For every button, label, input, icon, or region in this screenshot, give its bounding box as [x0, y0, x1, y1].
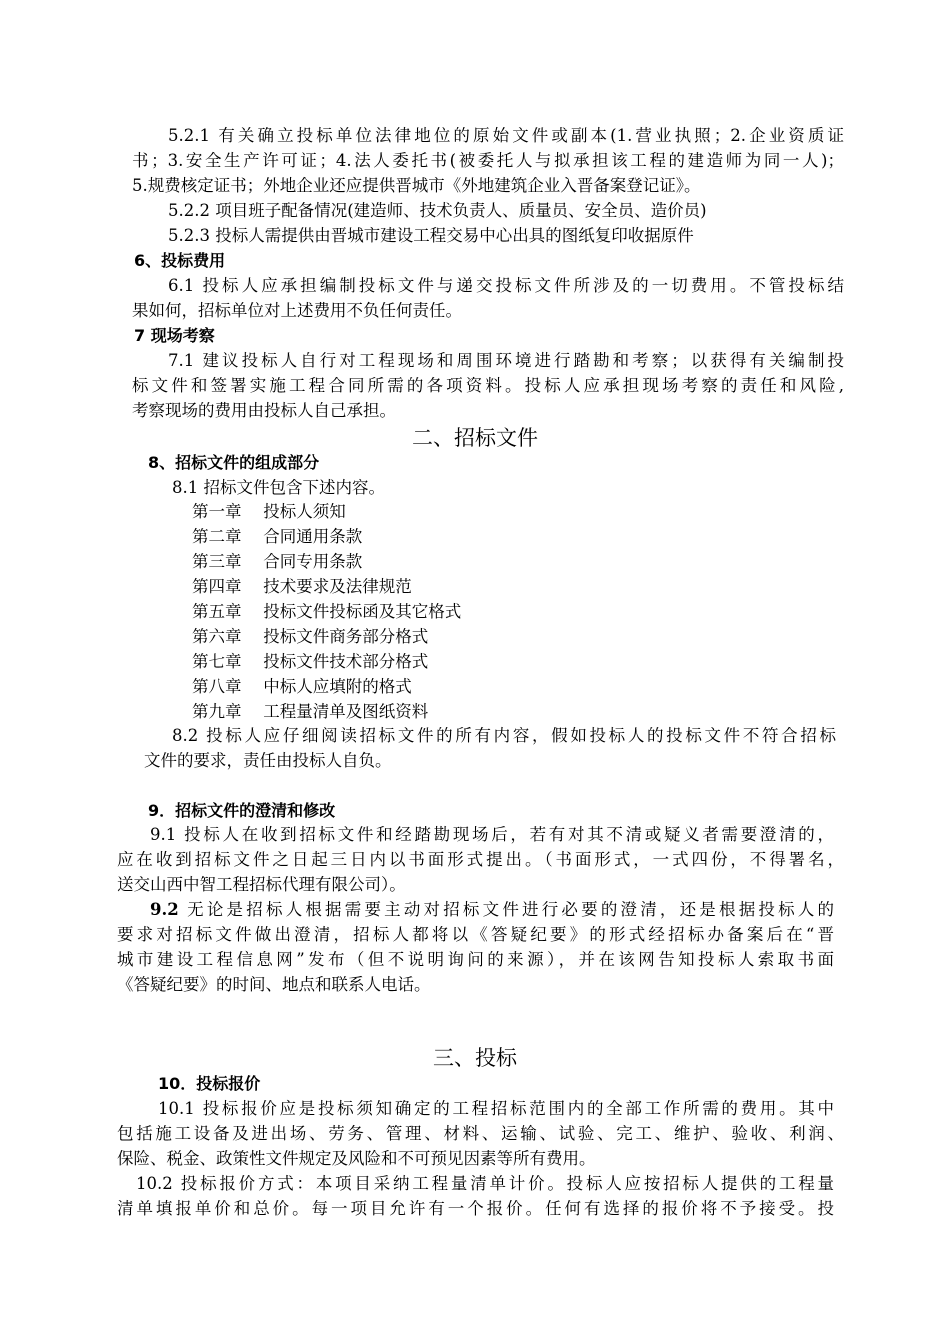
para-10-2-line1: 10.2 投标报价方式：本项目采纳工程量清单计价。投标人应按招标人提供的工程量: [136, 1174, 834, 1193]
para-9-1-line2: 应在收到招标文件之日起三日内以书面形式提出。（书面形式，一式四份，不得署名，: [117, 850, 844, 869]
para-8-1: 8.1 招标文件包含下述内容。: [172, 478, 385, 497]
para-7-1-line3: 考察现场的费用由投标人自己承担。: [132, 401, 396, 420]
para-9-2-line4: 《答疑纪要》的时间、地点和联系人电话。: [117, 975, 431, 994]
para-5-2-2: 5.2.2 项目班子配备情况(建造师、技术负责人、质量员、安全员、造价员): [168, 201, 707, 220]
heading-8: 8、招标文件的组成部分: [148, 453, 320, 472]
para-5-2-1-line1: 5.2.1 有关确立投标单位法律地位的原始文件或副本(1.营业执照；2.企业资质证: [168, 126, 844, 145]
para-10-1-line2: 包括施工设备及进出场、劳务、管理、材料、运输、试验、完工、维护、验收、利润、: [117, 1124, 844, 1143]
heading-9: 9．招标文件的澄清和修改: [148, 801, 336, 820]
heading-7: 7 现场考察: [134, 326, 215, 345]
heading-10: 10．投标报价: [158, 1074, 261, 1093]
para-10-1-line3: 保险、税金、政策性文件规定及风险和不可预见因素等所有费用。: [117, 1149, 596, 1168]
heading-6: 6、投标费用: [134, 251, 226, 270]
section-title-2: 二、招标文件: [412, 426, 538, 450]
para-9-1-line3: 送交山西中智工程招标代理有限公司）。: [117, 875, 406, 894]
para-9-2-text: 无论是招标人根据需要主动对招标文件进行必要的澄清，还是根据投标人的: [178, 900, 834, 919]
chapter-item: 第九章 工程量清单及图纸资料: [192, 702, 429, 721]
para-9-1-line1: 9.1 投标人在收到招标文件和经踏勘现场后，若有对其不清或疑义者需要澄清的，: [150, 825, 834, 844]
para-7-1-line2: 标文件和签署实施工程合同所需的各项资料。投标人应承担现场考察的责任和风险,: [132, 376, 844, 395]
para-9-2-number: 9.2: [150, 900, 179, 919]
para-9-2-line1: [150, 898, 834, 922]
para-7-1-line1: 7.1 建议投标人自行对工程现场和周围环境进行踏勘和考察；以获得有关编制投: [168, 351, 844, 370]
para-10-1-line1: 10.1 投标报价应是投标须知确定的工程招标范围内的全部工作所需的费用。其中: [158, 1099, 834, 1118]
chapter-item: 第四章 技术要求及法律规范: [192, 577, 412, 596]
para-6-1-line1: 6.1 投标人应承担编制投标文件与递交投标文件所涉及的一切费用。不管投标结: [168, 276, 844, 295]
para-6-1-line2: 果如何，招标单位对上述费用不负任何责任。: [132, 301, 462, 320]
para-5-2-1-line3: 5.规费核定证书；外地企业还应提供晋城市《外地建筑企业入晋备案登记证》。: [132, 176, 701, 195]
para-9-2-line2: 要求对招标文件做出澄清，招标人都将以《答疑纪要》的形式经招标办备案后在“晋: [117, 925, 834, 944]
para-9-2-line3: 城市建设工程信息网”发布（但不说明询问的来源），并在该网告知投标人索取书面: [117, 950, 834, 969]
para-8-2-line1: 8.2 投标人应仔细阅读招标文件的所有内容，假如投标人的投标文件不符合招标: [172, 726, 836, 745]
chapter-item: 第三章 合同专用条款: [192, 552, 363, 571]
para-10-2-line2: 清单填报单价和总价。每一项目允许有一个报价。任何有选择的报价将不予接受。投: [117, 1199, 834, 1218]
chapter-item: 第八章 中标人应填附的格式: [192, 677, 412, 696]
chapter-item: 第五章 投标文件投标函及其它格式: [192, 602, 462, 621]
para-8-2-line2: 文件的要求，责任由投标人自负。: [144, 751, 392, 770]
chapter-item: 第二章 合同通用条款: [192, 527, 363, 546]
chapter-item: 第一章 投标人须知: [192, 502, 346, 521]
para-5-2-1-line2: 书；3.安全生产许可证；4.法人委托书(被委托人与拟承担该工程的建造师为同一人)；: [132, 151, 844, 170]
chapter-item: 第六章 投标文件商务部分格式: [192, 627, 429, 646]
section-title-3: 三、投标: [433, 1046, 517, 1070]
chapter-item: 第七章 投标文件技术部分格式: [192, 652, 429, 671]
para-5-2-3: 5.2.3 投标人需提供由晋城市建设工程交易中心出具的图纸复印收据原件: [168, 226, 694, 245]
